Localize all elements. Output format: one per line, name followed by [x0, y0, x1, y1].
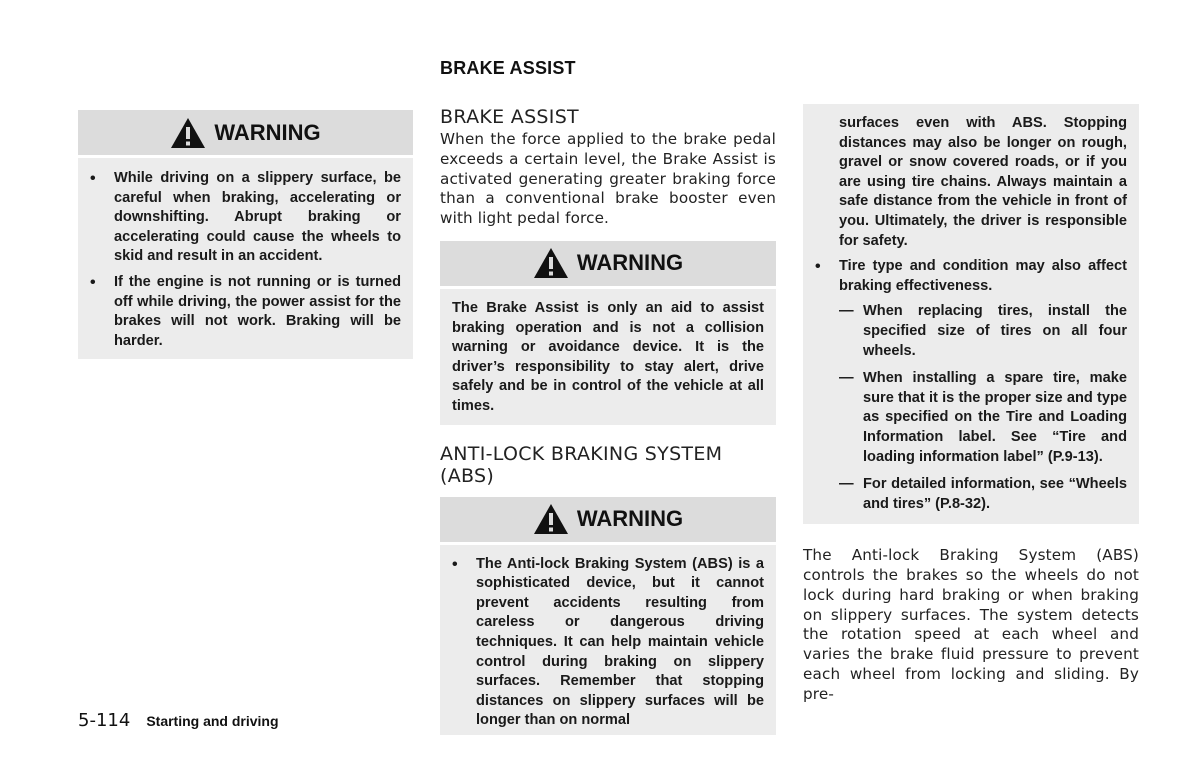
dash-mark: —: [839, 303, 854, 320]
column-middle: [440, 104, 776, 735]
warning-label: WARNING: [576, 506, 684, 532]
warning-label: WARNING: [576, 250, 684, 276]
warning-bullet: • While driving on a slippery surface, be careful when braking, accelerating or downshifting. Abrupt braking or accelerating could cause the wheels to skid and result in an accident.: [90, 169, 401, 267]
warning-header: [440, 497, 776, 542]
abs-paragraph: The Anti-lock Braking System (ABS) controls the brakes so the wheels do not lock during hard braking or when braking on slippery surfaces. The system detects the rotation speed at each wheel and varies the brake fluid pressure to prevent each wheel from locking and sliding. By pre-: [803, 546, 1139, 703]
chapter-title: Starting and driving: [146, 713, 279, 729]
dash-item-text: For detailed information, see “Wheels and tires” (P.8-32).: [863, 476, 1127, 512]
column-right: [803, 104, 1139, 705]
dash-item: [839, 369, 1127, 467]
warning-header: [440, 241, 776, 286]
dash-mark: —: [839, 370, 854, 387]
column-left: [78, 110, 413, 359]
warning-bullet: • If the engine is not running or is turned off while driving, the power assist for the brakes will not work. Braking will be harder.: [90, 273, 401, 351]
warning-triangle-icon: [533, 503, 569, 535]
warning-triangle-icon: [533, 247, 569, 279]
page-number: 5-114: [78, 710, 131, 731]
warning-body: [440, 545, 776, 735]
brake-assist-paragraph: When the force applied to the brake pedal exceeds a certain level, the Brake Assist is activated generating greater braking force than a conventional brake booster even with light pedal force.: [440, 130, 776, 228]
dash-item: [839, 302, 1127, 361]
section-title-brake-assist: BRAKE ASSIST: [440, 106, 579, 128]
warning-continued-text: surfaces even with ABS. Stopping distances may also be longer on rough, gravel or snow covered roads, or if you are using tire chains. Always maintain a safe distance from the vehicle in front of you. Ultimately, the driver is responsible for safety.: [839, 115, 1127, 249]
section-title-abs: ANTI-LOCK BRAKING SYSTEM (ABS): [440, 442, 723, 487]
warning-bullet: • Tire type and condition may also affect braking effectiveness.: [815, 257, 1127, 296]
warning-label: WARNING: [214, 119, 321, 145]
warning-bullet: • The Anti-lock Braking System (ABS) is a sophisticated device, but it cannot prevent accidents resulting from careless or dangerous driving techniques. It can help maintain vehicle control during braking on slippery surfaces. Remember that stopping distances on slippery surfaces will be longer than on normal: [452, 555, 764, 731]
dash-item: [839, 475, 1127, 514]
warning-body: [440, 289, 776, 425]
warning-text: The Brake Assist is only an aid to assist braking operation and is not a collision warning or avoidance device. It is the driver’s responsibility to stay alert, drive safely and be in control of the vehicle at all times.: [452, 299, 764, 414]
page-footer: [78, 710, 279, 731]
dash-item-text: When installing a spare tire, make sure that it is the proper size and type as specified on the Tire and Loading Information label. See “Tire and loading information label” (P.9-13).: [863, 370, 1127, 465]
running-header: BRAKE ASSIST: [440, 58, 576, 78]
warning-triangle-icon: [170, 117, 206, 149]
dash-item-text: When replacing tires, install the specified size of tires on all four wheels.: [863, 303, 1127, 359]
dash-mark: —: [839, 476, 854, 493]
warning-body-continued: [803, 104, 1139, 524]
warning-header: [78, 110, 413, 155]
warning-body: [78, 158, 413, 359]
